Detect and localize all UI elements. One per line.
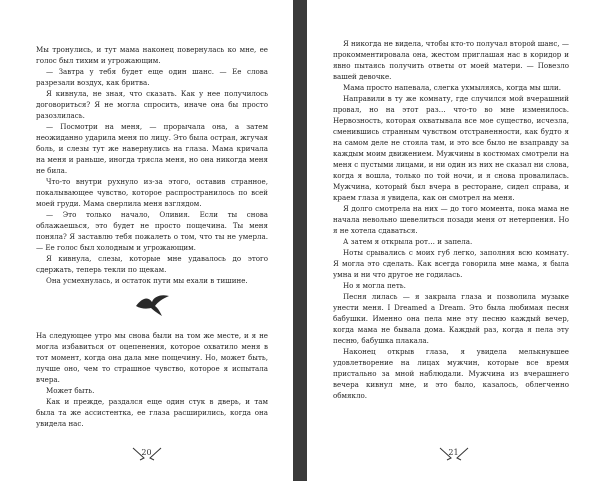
- crossed-hockey-sticks-icon: [437, 446, 471, 462]
- paragraph: А затем я открыла рот… и запела.: [343, 237, 473, 246]
- page-number: 20: [141, 448, 152, 457]
- paragraph: Как и прежде, раздался еще один стук в дверь, и там была та же ассистентка, ее глаза расширились, когда она увидела нас.: [36, 397, 268, 428]
- left-folio: [0, 448, 293, 457]
- paragraph: Я долго смотрела на них — до того момента, пока мама не начала невольно шевелиться позади меня от нетерпения. Но я не хотела сдаваться.: [333, 204, 569, 235]
- left-page: [0, 0, 293, 481]
- crossed-hockey-sticks-icon: [130, 446, 164, 462]
- paragraph: — Посмотри на меня, — прорычала она, а затем неожиданно ударила меня по лицу. Это была острая, жгучая боль, и слезы тут же навернулись на глаза. Мама кричала на меня и раньше, иногда трясла меня, но она никогда меня не била.: [36, 122, 268, 175]
- paragraph: Песня лилась — я закрыла глаза и позволила музыке унести меня. I Dreamed a Dream. Это была любимая песня бабушки. Именно она пела мне эту песню каждый вечер, когда мама не бывала дома. Каждый раз, когда я пела эту песню, бабушка плакала.: [333, 292, 569, 345]
- paragraph: Может быть.: [46, 386, 95, 395]
- right-text-column: [333, 38, 569, 401]
- page-number: 21: [448, 448, 459, 457]
- paragraph: Ноты срывались с моих губ легко, заполняя всю комнату. Я могла это сделать. Как всегда говорила мне мама, я была умна и ни что другое не годилась.: [333, 248, 569, 279]
- swallow-bird-icon: [132, 292, 172, 318]
- paragraph: На следующее утро мы снова были на том же месте, и я не могла избавиться от оцепенения, которое охватило меня в тот момент, когда она дала мне пощечину. Но, может быть, лучше оно, чем то страшное чувство, которое я испытала вчера.: [36, 331, 268, 384]
- paragraph: Что-то внутри рухнуло из-за этого, оставив странное, покалывающее чувство, которое распространилось по всей моей груди. Мама сверлила меня взглядом.: [36, 177, 268, 208]
- right-folio: [307, 448, 600, 457]
- paragraph: Но я могла петь.: [343, 281, 406, 290]
- paragraph: — Это только начало, Оливия. Если ты снова облажаешься, это будет не просто пощечина. Ты меня поняла? Я заставлю тебя пожалеть о том, что ты не умерла. — Ее голос был холодным и угрожающим.: [36, 210, 268, 252]
- paragraph: — Завтра у тебя будет еще один шанс. — Ее слова разрезали воздух, как бритва.: [36, 67, 268, 87]
- paragraph: Направили в ту же комнату, где случился мой вчерашний провал, но на этот раз… что-то во мне изменилось. Нервозность, которая охватывала все мое существо, исчезла, сменившись странным чувством отстраненности, как будто я на самом деле не стояла там, и это все было не взаправду за каждым моим движением. Мужчины в костюмах смотрели на меня с пустыми лицами, и ни один из них не сказал ни слова, когда я вошла, только по той ночи, и я снова провалилась. Мужчина, который был вчера в ресторане, сидел справа, и краем глаза я увидела, как он смотрел на меня.: [333, 94, 569, 202]
- paragraph: Мама просто напевала, слегка ухмыляясь, когда мы шли.: [343, 83, 562, 92]
- right-page: [307, 0, 600, 481]
- paragraph: Я никогда не видела, чтобы кто-то получал второй шанс, — прокомментировала она, жестом приглашая нас в коридор и явно пытаясь получить ответы от моей матери. — Повезло вашей девочке.: [333, 39, 569, 81]
- left-text-column: [36, 44, 268, 429]
- book-gutter: [293, 0, 307, 481]
- paragraph: Она усмехнулась, и остаток пути мы ехали в тишине.: [46, 276, 248, 285]
- paragraph: Я кивнула, не зная, что сказать. Как у нее получилось договориться? Я не могла спросить, иначе она бы просто разозлилась.: [36, 89, 268, 120]
- paragraph: Я кивнула, слезы, которые мне удавалось до этого сдержать, теперь текли по щекам.: [36, 254, 268, 274]
- paragraph: Мы тронулись, и тут мама наконец повернулась ко мне, ее голос был тихим и угрожающим.: [36, 45, 268, 65]
- paragraph: Наконец открыв глаза, я увидела мелькнувшее удовлетворение на лицах мужчин, которые все время пристально за мной наблюдали. Мужчина из вчерашнего вечера кивнул мне, и это было, казалось, облегченно обмякло.: [333, 347, 569, 400]
